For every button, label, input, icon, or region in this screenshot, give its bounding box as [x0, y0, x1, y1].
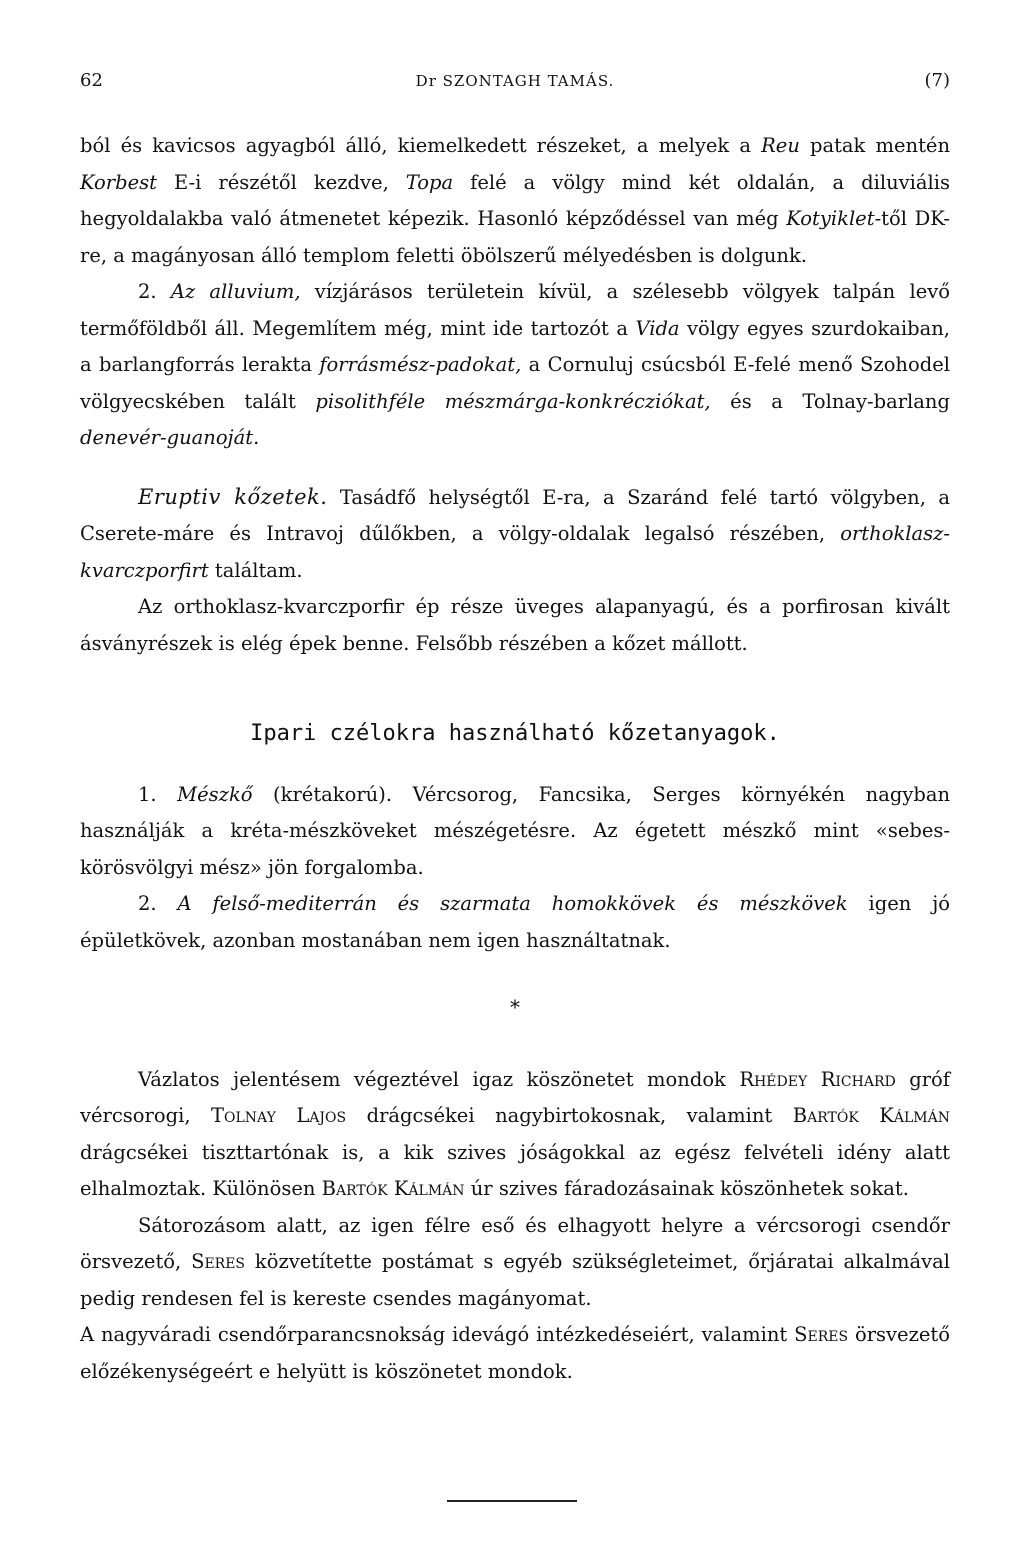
section-heading: Ipari czélokra használható kőzetanyagok.	[250, 721, 780, 746]
page-body	[80, 128, 950, 1390]
paragraph-4: Az orthoklasz-kvarczporfir ép része üveges alapanyagú, és a porfirosan kivált ásványrészek is elég épek benne. Felsőbb részében a kőzet mállott.	[80, 595, 950, 655]
paragraph-acknowledgement-3	[80, 1317, 950, 1390]
text-run: vízjárásos területein kívül, a szélesebb völgyek talpán levő termőföldből áll. Megemlítem még, mint ide tartozót a	[80, 280, 950, 340]
paragraph-acknowledgement-2	[80, 1208, 950, 1318]
text-run: Vázlatos jelentésem végeztével igaz köszönetet mondok	[138, 1067, 740, 1091]
paragraph-eruptive-rocks	[80, 479, 950, 590]
text-run: közvetítette postámat s egyéb szükségleteimet, őrjáratai alkalmával pedig rendesen fel is kereste csendes magányomat.	[80, 1250, 950, 1310]
text-run: találtam.	[208, 558, 303, 582]
text-run: E-i részétől kezdve,	[156, 170, 406, 194]
person-name: Tolnay Lajos	[211, 1104, 347, 1127]
paragraph-acknowledgement-1	[80, 1062, 950, 1208]
text-run: -től DK-re, a magányosan álló templom feletti öbölszerű mélyedésben is dolgunk.	[80, 207, 950, 267]
text-run: a Cornuluj csúcsból E-felé menő Szohodel völgyecskében talált	[80, 353, 950, 413]
page-header	[80, 70, 950, 100]
italic-term: Kotyiklet	[786, 207, 875, 230]
section-label: Eruptiv kőzetek.	[138, 484, 328, 509]
text-run: drágcsékei tiszttartónak is, a kik szives jóságokkal az egész felvételi idény alatt elhalmoztak. Különösen	[80, 1140, 950, 1200]
text-run: igen jó épületkövek, azonban mostanában nem igen használtatnak.	[80, 892, 950, 952]
person-name: Seres	[794, 1323, 849, 1346]
text-run: Tasádfő helységtől E-ra, a Szaránd felé tartó völgyben, a Cserete-máre és Intravoj dűlőkben, a völgy-oldalak legalsó részében,	[80, 485, 950, 545]
text-run: felé a völgy mind két oldalán, a diluviális hegyoldalakba való átmenetet képezik. Hasonló képződéssel van még	[80, 170, 950, 230]
italic-term: Reu	[761, 134, 800, 157]
text-run: örsvezető előzékenységeért e helyütt is köszönetet mondok.	[80, 1323, 950, 1383]
running-title: Dr SZONTAGH TAMÁS.	[415, 72, 615, 90]
paragraph-6	[80, 886, 950, 959]
text-run: Sátorozásom alatt, az igen félre eső és elhagyott helyre a vércsorogi csendőr örsvezető,	[80, 1213, 950, 1273]
italic-term: Vida	[635, 316, 680, 340]
text-run: ból és kavicsos agyagból álló, kiemelkedett részeket, a melyek a	[80, 134, 762, 157]
person-name: Rhédey Richard	[739, 1067, 896, 1091]
text-run: patak mentén	[799, 134, 951, 157]
text-run: drágcsékei nagybirtokosnak, valamint	[346, 1104, 793, 1127]
person-name: Seres	[191, 1250, 246, 1273]
page-number: 62	[80, 70, 103, 91]
italic-term: Topa	[405, 170, 454, 194]
text-run: 2.	[138, 892, 178, 915]
paragraph-2	[80, 274, 950, 457]
section-number: (7)	[924, 70, 950, 91]
italic-term: A felső-mediterrán és szarmata homokkövek és mészkövek	[177, 892, 848, 915]
text-run: gróf vércsorogi,	[80, 1067, 950, 1127]
text-run: úr szives fáradozásainak köszönhetek sokat.	[464, 1177, 909, 1200]
text-run: völgy egyes szurdokaiban, a barlangforrás lerakta	[80, 316, 950, 376]
text-run: és a Tolnay-barlang	[710, 389, 950, 413]
text-run: A nagyváradi csendőrparancsnokság idevágó intézkedéseiért, valamint	[80, 1323, 795, 1346]
person-name: Bartók Kálmán	[792, 1104, 950, 1127]
italic-term: Mészkő	[177, 782, 253, 806]
italic-term: orthoklasz-kvarczporfirt	[80, 522, 950, 582]
text-run: 1.	[138, 782, 178, 806]
text-run: (krétakorú). Vércsorog, Fancsika, Serges környékén nagyban használják a kréta-mészköveket mészégetésre. Az égetett mészkő mint «sebes-körösvölgyi mész» jön forgalomba.	[80, 782, 950, 879]
italic-term: Korbest	[80, 170, 157, 194]
italic-term: Az alluvium,	[170, 280, 301, 303]
text-run: 2.	[138, 280, 171, 303]
paragraph-5	[80, 777, 950, 887]
section-separator-asterisk: *	[510, 995, 520, 1019]
paragraph-1	[80, 128, 950, 274]
italic-term: pisolithféle mészmárga-konkrécziókat,	[315, 389, 711, 413]
person-name: Bartók Kálmán	[321, 1177, 465, 1200]
closing-rule	[447, 1500, 577, 1502]
italic-term: denevér-guanoját.	[80, 426, 260, 449]
italic-term: forrásmész-padokat,	[319, 353, 522, 376]
